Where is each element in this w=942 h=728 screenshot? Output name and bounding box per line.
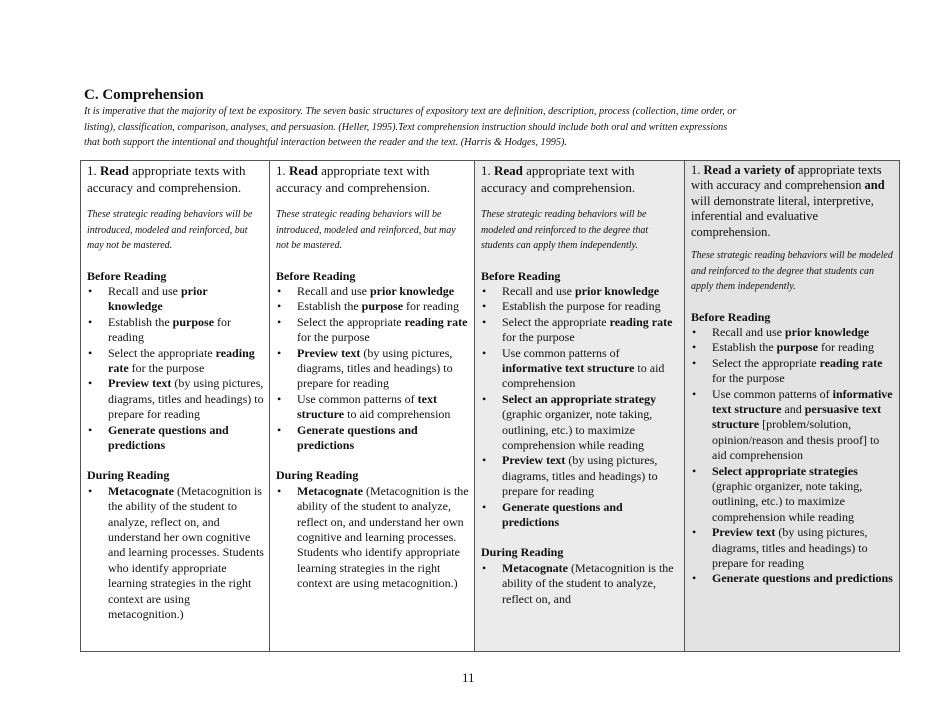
bold-text: informative text structure	[712, 386, 893, 416]
intro-line: It is imperative that the majority of text be expository. The seven basic structures of expository text are definition, description, process (collection, time order, or	[84, 106, 737, 117]
section-intro	[84, 104, 884, 151]
grade-column	[270, 161, 475, 652]
bold-text: prior knowledge	[784, 324, 870, 339]
bold-text: reading rate	[404, 314, 468, 329]
list-item	[691, 340, 894, 355]
bold-text: Read	[494, 163, 523, 178]
text-run: (by using pictures, diagrams, titles and headings) to prepare for reading	[108, 376, 264, 422]
bold-text: prior knowledge	[108, 283, 208, 314]
list-item	[481, 500, 679, 531]
list-item	[87, 423, 264, 454]
text-run: 1.	[87, 163, 100, 178]
text-run: (graphic organizer, note taking, outlining, etc.) to maximize comprehension while reading	[712, 479, 863, 524]
instruction-note: These strategic reading behaviors will be modeled and reinforced to the degree that students can apply them independently.	[691, 250, 893, 293]
text-run: 1.	[481, 163, 494, 178]
text-run: appropriate text with accuracy and comprehension.	[276, 163, 431, 195]
text-run: for the purpose	[502, 330, 575, 345]
text-run: for the purpose	[712, 371, 785, 386]
list-item	[481, 346, 679, 392]
bold-text: Read	[100, 163, 129, 178]
objective	[691, 163, 894, 240]
instruction-note: These strategic reading behaviors will be introduced, modeled and reinforced, but may not be mastered.	[276, 209, 456, 251]
bold-text: Generate questions and predictions	[297, 422, 418, 452]
text-run: Use common patterns of	[297, 391, 418, 406]
bold-text: reading rate	[819, 355, 883, 370]
bold-text: Preview text	[502, 453, 566, 468]
text-run: for the purpose	[128, 360, 205, 375]
text-run: Establish the	[712, 340, 777, 355]
list-item	[691, 387, 894, 464]
bold-text: Metacognate	[502, 560, 568, 575]
list-item	[691, 325, 894, 340]
bold-text: Generate questions and predictions	[108, 422, 229, 452]
reading-phase-heading: Before Reading	[87, 268, 167, 283]
text-run: 1.	[276, 163, 289, 178]
reading-phase-heading: Before Reading	[691, 309, 771, 324]
list-item	[87, 484, 264, 623]
text-run: for reading	[818, 340, 874, 355]
text-run: Establish the	[108, 314, 173, 329]
strategy-list	[87, 284, 264, 453]
bold-text: informative text structure	[502, 360, 635, 375]
text-run: and	[781, 401, 805, 416]
reading-phase-heading: Before Reading	[276, 268, 356, 283]
text-run: Recall and use	[297, 283, 370, 298]
text-run: for the purpose	[297, 330, 370, 345]
strategy-list	[87, 484, 264, 623]
bold-text: and	[864, 178, 885, 193]
list-item	[276, 484, 469, 592]
text-run: Use common patterns of	[712, 386, 833, 401]
bold-text: Preview text	[297, 345, 361, 360]
list-item	[481, 284, 679, 299]
text-run: (by using pictures, diagrams, titles and headings) to prepare for reading	[502, 453, 658, 499]
list-item	[276, 346, 469, 392]
bold-text: Metacognate	[297, 483, 363, 498]
grade-column	[81, 161, 270, 652]
bold-text: Metacognate	[108, 483, 174, 498]
text-run: (graphic organizer, note taking, outlining, etc.) to maximize comprehension while reading	[502, 407, 653, 452]
text-run: Establish the	[297, 299, 362, 314]
objective	[481, 163, 679, 196]
text-run: (Metacognition is the ability of the student to analyze, reflect on, and understand her own cognitive and learning processes. Students who identify appropriate learning strategies in the right context are using metacognition.)	[297, 483, 469, 591]
objective	[87, 163, 264, 196]
bold-text: reading rate	[108, 345, 255, 375]
grade-column	[685, 161, 900, 652]
objective	[276, 163, 469, 196]
text-run: Select the appropriate	[502, 314, 610, 329]
text-run: Select the appropriate	[108, 345, 216, 360]
bold-text: Select appropriate strategies	[712, 463, 858, 478]
text-run: Recall and use	[502, 283, 575, 298]
bold-text: purpose	[361, 299, 404, 314]
bold-text: purpose	[172, 314, 215, 329]
standards-table	[80, 160, 900, 652]
list-item	[276, 299, 469, 314]
list-item	[87, 284, 264, 315]
bold-text: Preview text	[712, 525, 776, 540]
bold-text: persuasive text structure	[712, 401, 882, 432]
bold-text: Read a variety of	[703, 163, 795, 177]
text-run: will demonstrate literal, interpretive, inferential and evaluative comprehension.	[691, 193, 874, 239]
text-run: Use common patterns of	[502, 345, 620, 360]
text-run: Select the appropriate	[712, 355, 820, 370]
intro-line: listing), classification, comparison, analyses, and persuasion. (Heller, 1995).Text comprehension instruction should include both oral and written expressions	[84, 121, 728, 133]
text-run: appropriate texts with accuracy and comprehension.	[87, 163, 246, 195]
section-heading: C. Comprehension	[84, 87, 204, 103]
list-item	[691, 356, 894, 387]
bold-text: reading rate	[609, 314, 673, 329]
instruction-note: These strategic reading behaviors will be introduced, modeled and reinforced, but may not be mastered.	[87, 209, 253, 251]
reading-phase-heading: Before Reading	[481, 268, 561, 283]
reading-phase-heading: During Reading	[87, 468, 170, 483]
list-item	[481, 561, 679, 607]
instruction-note: These strategic reading behaviors will be modeled and reinforced to the degree that students can apply them independently.	[481, 209, 649, 251]
bold-text: prior knowledge	[574, 283, 660, 298]
text-run: for reading	[108, 314, 232, 345]
list-item	[481, 299, 679, 314]
text-run: Recall and use	[712, 324, 785, 339]
text-run: Establish the purpose for reading	[502, 299, 661, 314]
list-item	[481, 315, 679, 346]
list-item	[481, 392, 679, 454]
text-run: (by using pictures, diagrams, titles and headings) to prepare for reading	[297, 345, 453, 391]
text-run: 1.	[691, 163, 704, 177]
text-run: to aid comprehension	[502, 360, 665, 391]
bold-text: purpose	[776, 340, 819, 355]
list-item	[276, 315, 469, 346]
list-item	[691, 571, 894, 586]
list-item	[87, 346, 264, 377]
list-item	[276, 392, 469, 423]
intro-line: that both support the intentional and thoughtful interaction between the reader and the text. (Harris & Hodges, 1995).	[84, 137, 567, 148]
strategy-list	[481, 561, 679, 607]
text-run: (by using pictures, diagrams, titles and headings) to prepare for reading	[712, 525, 868, 571]
table-row	[81, 161, 900, 652]
bold-text: Preview text	[108, 376, 172, 391]
grade-column	[475, 161, 685, 652]
bold-text: text structure	[297, 391, 437, 422]
text-run: Select the appropriate	[297, 314, 405, 329]
bold-text: Read	[289, 163, 318, 178]
strategy-list	[481, 284, 679, 531]
strategy-list	[276, 284, 469, 453]
list-item	[87, 376, 264, 422]
text-run: [problem/solution, opinion/reason and thesis proof] to aid comprehension	[712, 417, 880, 463]
text-run: appropriate texts with accuracy and comprehension	[691, 163, 882, 193]
bold-text: Generate questions and predictions	[502, 499, 623, 529]
text-run: for reading	[403, 299, 459, 314]
list-item	[691, 464, 894, 526]
reading-phase-heading: During Reading	[276, 468, 359, 483]
text-run: (Metacognition is the ability of the student to analyze, reflect on, and	[502, 560, 674, 606]
text-run: to aid comprehension	[344, 407, 451, 422]
list-item	[276, 284, 469, 299]
list-item	[691, 525, 894, 571]
reading-phase-heading: During Reading	[481, 545, 564, 560]
strategy-list	[276, 484, 469, 592]
text-run: appropriate text with accuracy and comprehension.	[481, 163, 636, 195]
strategy-list	[691, 325, 894, 587]
text-run: (Metacognition is the ability of the student to analyze, reflect on, and understand her own cognitive and learning processes. Students who identify appropriate learning strategies in the right context are using metacognition.)	[108, 483, 264, 622]
bold-text: Generate questions and predictions	[712, 571, 893, 586]
bold-text: prior knowledge	[369, 283, 455, 298]
bold-text: Select an appropriate strategy	[502, 391, 657, 406]
list-item	[87, 315, 264, 346]
list-item	[276, 423, 469, 454]
page-number: 11	[462, 670, 475, 685]
text-run: Recall and use	[108, 283, 181, 298]
list-item	[481, 453, 679, 499]
